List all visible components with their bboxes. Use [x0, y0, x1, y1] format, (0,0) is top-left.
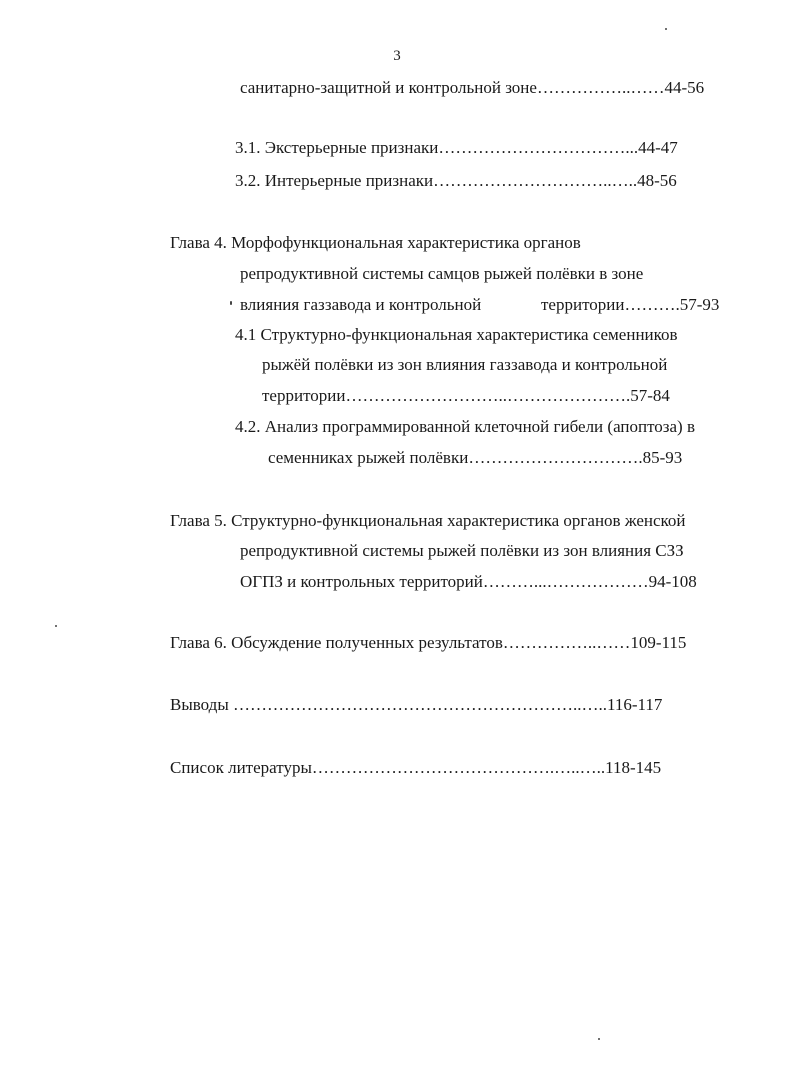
toc-chapter4-line3-end: территории……….57-93 [541, 295, 720, 314]
toc-chapter4-line2: репродуктивной системы самцов рыжей полёвки в зоне [240, 264, 644, 283]
toc-section-3-2: 3.2. Интерьерные признаки…………………………..…..48-56 [235, 171, 677, 190]
scan-speck [230, 301, 232, 305]
scan-speck [598, 1038, 600, 1040]
toc-chapter4-line3-start: влияния газзавода и контрольной [240, 295, 482, 314]
page-number: 3 [393, 48, 401, 64]
toc-conclusions: Выводы ……………………………………………………..…..116-117 [170, 695, 663, 714]
toc-section-4-2-line1: 4.2. Анализ программированной клеточной гибели (апоптоза) в [235, 417, 695, 436]
toc-section-3-1: 3.1. Экстерьерные признаки……………………………...44-47 [235, 138, 678, 157]
toc-section-4-1-line2: рыжёй полёвки из зон влияния газзавода и контрольной [262, 355, 668, 374]
toc-section-4-1-line3: территории………………………..………………….57-84 [262, 386, 670, 405]
toc-chapter5-line1: Глава 5. Структурно-функциональная характеристика органов женской [170, 511, 686, 530]
toc-section-4-1-line1: 4.1 Структурно-функциональная характеристика семенников [235, 325, 678, 344]
scan-speck [665, 28, 667, 30]
toc-section-4-2-line2: семенниках рыжей полёвки………………………….85-93 [268, 448, 683, 467]
toc-chapter5-line2: репродуктивной системы рыжей полёвки из зон влияния СЗЗ [240, 541, 684, 560]
toc-chapter5-line3: ОГПЗ и контрольных территорий………...………………94-108 [240, 572, 697, 591]
scan-speck [55, 625, 57, 627]
toc-chapter6: Глава 6. Обсуждение полученных результатов……………..……109-115 [170, 633, 687, 652]
toc-chapter3-continuation: санитарно-защитной и контрольной зоне……………..……44-56 [240, 78, 705, 97]
toc-chapter4-line1: Глава 4. Морфофункциональная характеристика органов [170, 233, 581, 252]
toc-references: Список литературы…………………………………….…..…..118-145 [170, 758, 662, 777]
